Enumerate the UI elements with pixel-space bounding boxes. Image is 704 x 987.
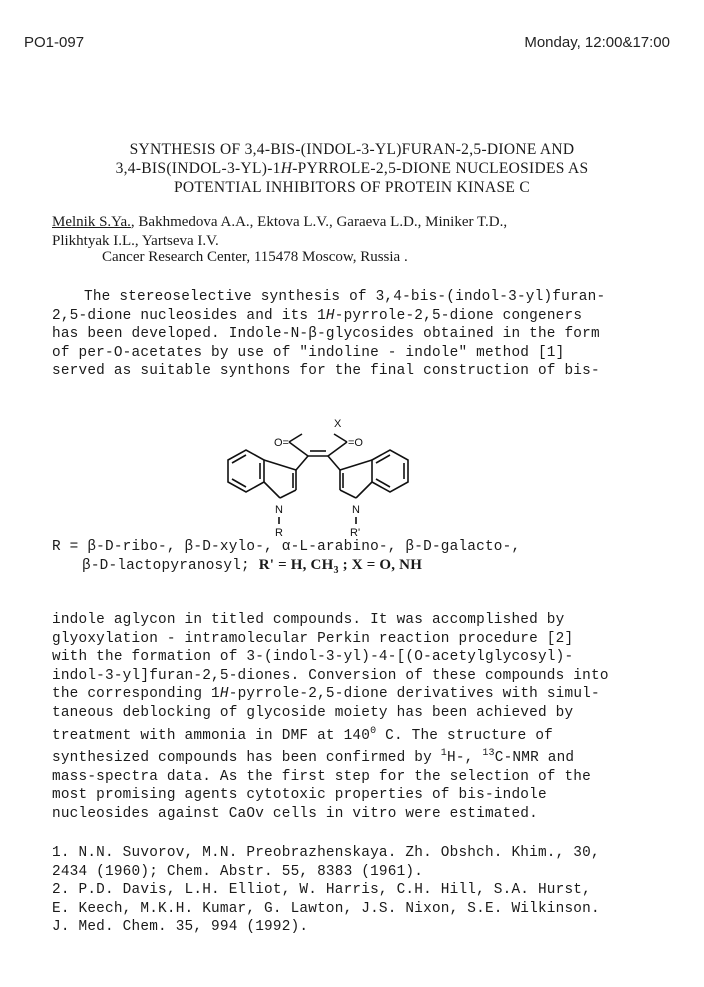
substituents-line-1: R = β-D-ribo-, β-D-xylo-, α-L-arabino-, β-D-galacto-, <box>52 539 521 555</box>
reference-line: 2434 (1960); Chem. Abstr. 55, 8383 (1961). <box>52 863 424 880</box>
session-time: Monday, 12:00&17:00 <box>524 34 670 51</box>
co-authors-line-2: Plikhtyak I.L., Yartseva I.V. <box>52 233 219 249</box>
text-line: most promising agents cytotoxic properties of bis-indole <box>52 787 547 804</box>
text-line: indol-3-yl]furan-2,5-diones. Conversion of these compounds into <box>52 667 609 684</box>
text-line: treatment with ammonia in DMF at $140^0$ C. The structure of <box>52 725 554 744</box>
reference-line: 1. N.N. Suvorov, M.N. Preobrazhenskaya. Zh. Obshch. Khim., 30, <box>52 845 600 861</box>
abstract-paragraph-2 <box>52 611 609 824</box>
reference-list <box>52 844 600 937</box>
co-authors-line-1: , Bakhmedova A.A., Ektova L.V., Garaeva L.D., Miniker T.D., <box>130 214 508 230</box>
text-line: nucleosides against CaOv cells in vitro were estimated. <box>52 805 538 822</box>
text-line: mass-spectra data. As the first step for the selection of the <box>52 768 591 785</box>
text-line: served as suitable synthons for the final construction of bis- <box>52 363 600 380</box>
bis-indolyl-structure-diagram <box>198 412 438 552</box>
r-label: R <box>275 527 283 539</box>
abstract-paragraph-1 <box>52 288 605 381</box>
text-line: taneous deblocking of glycoside moiety has been achieved by <box>52 704 574 721</box>
reference-line: 2. P.D. Davis, L.H. Elliot, W. Harris, C.H. Hill, S.A. Hurst, <box>52 882 591 899</box>
paper-title <box>40 140 664 197</box>
reference-line: E. Keech, M.K.H. Kumar, G. Lawton, J.S. Nixon, S.E. Wilkinson. <box>52 900 600 917</box>
x-label: X <box>334 418 342 430</box>
reference-line: J. Med. Chem. 35, 994 (1992). <box>52 919 309 936</box>
indole-n-left: N <box>275 504 283 516</box>
r-prime-label: R' <box>350 527 361 539</box>
text-line: the corresponding 1H-pyrrole-2,5-dione derivatives with simul- <box>52 686 600 703</box>
affiliation: Cancer Research Center, 115478 Moscow, Russia . <box>102 249 408 265</box>
text-line: 2,5-dione nucleosides and its 1H-pyrrole-2,5-dione congeners <box>52 307 583 324</box>
substituents-line-2: β-D-lactopyranosyl; R' = H, $CH_3$ ; X = O, NH <box>82 557 423 576</box>
carbonyl-right-label: =O <box>348 437 363 449</box>
text-line: indole aglycon in titled compounds. It was accomplished by <box>52 612 565 628</box>
text-line: with the formation of 3-(indol-3-yl)-4-[(O-acetylglycosyl)- <box>52 649 574 666</box>
text-line: synthesized compounds has been confirmed by $^1$H-, $^{13}$C-NMR and <box>52 748 575 767</box>
title-line-1: SYNTHESIS OF 3,4-BIS-(INDOL-3-YL)FURAN-2,5-DIONE AND <box>129 141 575 158</box>
presenting-author: Melnik S.Ya. <box>52 214 131 230</box>
indole-n-right: N <box>352 504 360 516</box>
text-line: The stereoselective synthesis of 3,4-bis-(indol-3-yl)furan- <box>84 289 606 305</box>
author-list <box>52 213 672 251</box>
text-line: glyoxylation - intramolecular Perkin reaction procedure [2] <box>52 630 574 647</box>
text-line: of per-O-acetates by use of "indoline - indole" method [1] <box>52 344 565 361</box>
abstract-code: PO1-097 <box>24 34 85 51</box>
title-line-3: POTENTIAL INHIBITORS OF PROTEIN KINASE C <box>173 179 530 196</box>
carbonyl-left-label: O= <box>274 437 289 449</box>
title-line-2: 3,4-BIS(INDOL-3-YL)-1H-PYRROLE-2,5-DIONE NUCLEOSIDES AS <box>115 160 589 177</box>
text-line: has been developed. Indole-N-β-glycosides obtained in the form <box>52 326 600 343</box>
